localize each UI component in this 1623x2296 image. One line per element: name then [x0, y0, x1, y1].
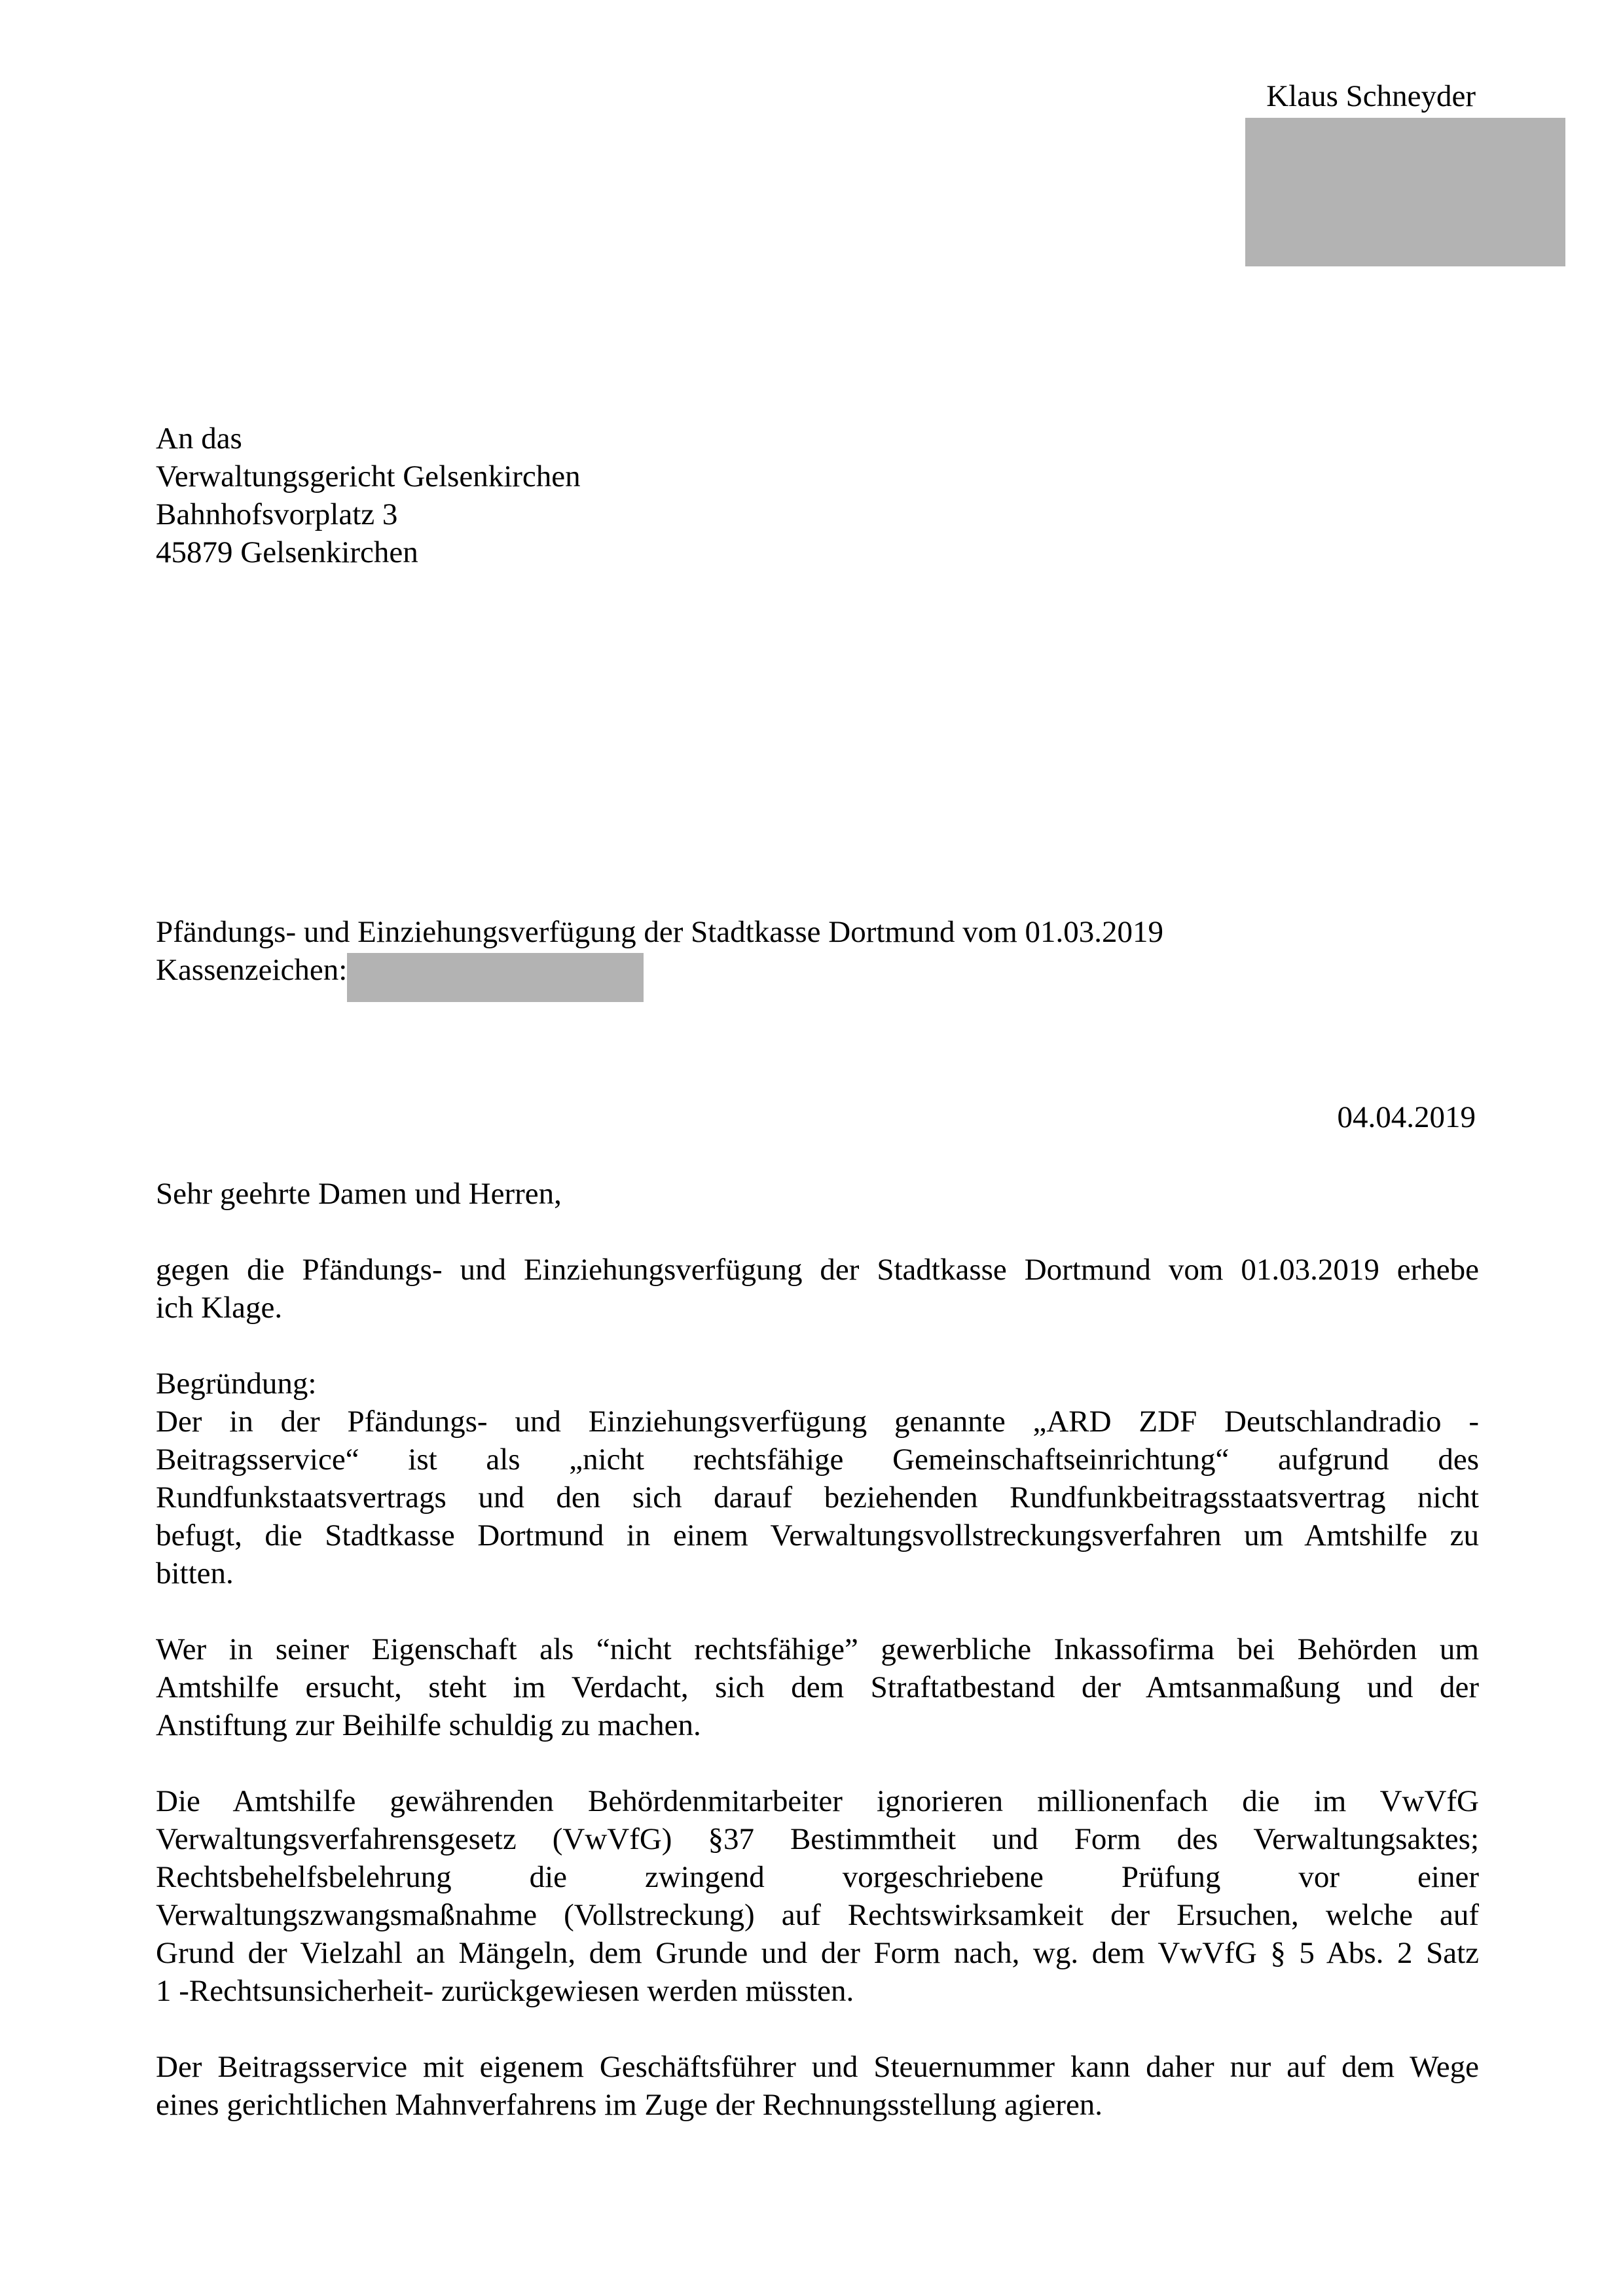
text-line: eines gerichtlichen Mahnverfahrens im Zuge der Rechnungsstellung agieren.	[156, 2088, 1103, 2122]
recipient-address	[156, 420, 581, 571]
kassenzeichen-line	[156, 951, 1163, 1002]
text-line: befugt, die Stadtkasse Dortmund in einem Verwaltungsvollstreckungsverfahren um Amtshilfe zu	[156, 1518, 1479, 1552]
text-line: Verwaltungszwangsmaßnahme (Vollstreckung) auf Rechtswirksamkeit der Ersuchen, welche auf	[156, 1898, 1479, 1932]
text-line: Rundfunkstaatsvertrags und den sich darauf beziehenden Rundfunkbeitragsstaatsvertrag nicht	[156, 1480, 1479, 1515]
text-line: Die Amtshilfe gewährenden Behördenmitarbeiter ignorieren millionenfach die im VwVfG	[156, 1784, 1479, 1818]
text-line: Der in der Pfändungs- und Einziehungsverfügung genannte „ARD ZDF Deutschlandradio -	[156, 1405, 1479, 1439]
text-line: Anstiftung zur Beihilfe schuldig zu machen.	[156, 1708, 701, 1742]
text-line: Wer in seiner Eigenschaft als “nicht rechtsfähige” gewerbliche Inkassofirma bei Behörden um	[156, 1632, 1479, 1666]
letter-body	[156, 1175, 1479, 2162]
paragraph-claim	[156, 1251, 1479, 1327]
text-line: gegen die Pfändungs- und Einziehungsverfügung der Stadtkasse Dortmund vom 01.03.2019 erhebe	[156, 1253, 1479, 1287]
text-line: bitten.	[156, 1556, 234, 1590]
reasoning-heading: Begründung:	[156, 1367, 317, 1401]
paragraph-reasoning	[156, 1365, 1479, 1592]
subject-line: Pfändungs- und Einziehungsverfügung der Stadtkasse Dortmund vom 01.03.2019	[156, 915, 1164, 949]
text-line: Beitragsservice“ ist als „nicht rechtsfähige Gemeinschaftseinrichtung“ aufgrund des	[156, 1443, 1479, 1477]
subject-block	[156, 913, 1163, 1002]
salutation: Sehr geehrte Damen und Herren,	[156, 1177, 562, 1211]
text-line: ich Klage.	[156, 1291, 283, 1325]
recipient-line: Verwaltungsgericht Gelsenkirchen	[156, 459, 581, 493]
paragraph-vwvfg	[156, 1782, 1479, 2010]
letter-date: 04.04.2019	[1337, 1100, 1476, 1134]
recipient-line: Bahnhofsvorplatz 3	[156, 497, 398, 531]
text-line: Rechtsbehelfsbelehrung die zwingend vorgeschriebene Prüfung vor einer	[156, 1860, 1479, 1894]
text-line: Verwaltungsverfahrensgesetz (VwVfG) §37 Bestimmtheit und Form des Verwaltungsaktes;	[156, 1822, 1479, 1856]
paragraph-suspicion	[156, 1630, 1479, 1744]
text-line: Grund der Vielzahl an Mängeln, dem Grunde und der Form nach, wg. dem VwVfG § 5 Abs. 2 Satz	[156, 1936, 1479, 1970]
paragraph-conclusion	[156, 2048, 1479, 2124]
sender-name: Klaus Schneyder	[1266, 79, 1476, 113]
kassenzeichen-redaction	[347, 953, 644, 1002]
text-line: Amtshilfe ersucht, steht im Verdacht, sich dem Straftatbestand der Amtsanmaßung und der	[156, 1670, 1479, 1704]
text-line: 1 -Rechtsunsicherheit- zurückgewiesen werden müssten.	[156, 1974, 854, 2008]
recipient-line: An das	[156, 422, 242, 456]
kassenzeichen-label: Kassenzeichen:	[156, 953, 348, 987]
recipient-line: 45879 Gelsenkirchen	[156, 535, 418, 569]
sender-address-redaction	[1245, 118, 1565, 266]
text-line: Der Beitragsservice mit eigenem Geschäftsführer und Steuernummer kann daher nur auf dem Wege	[156, 2050, 1479, 2084]
